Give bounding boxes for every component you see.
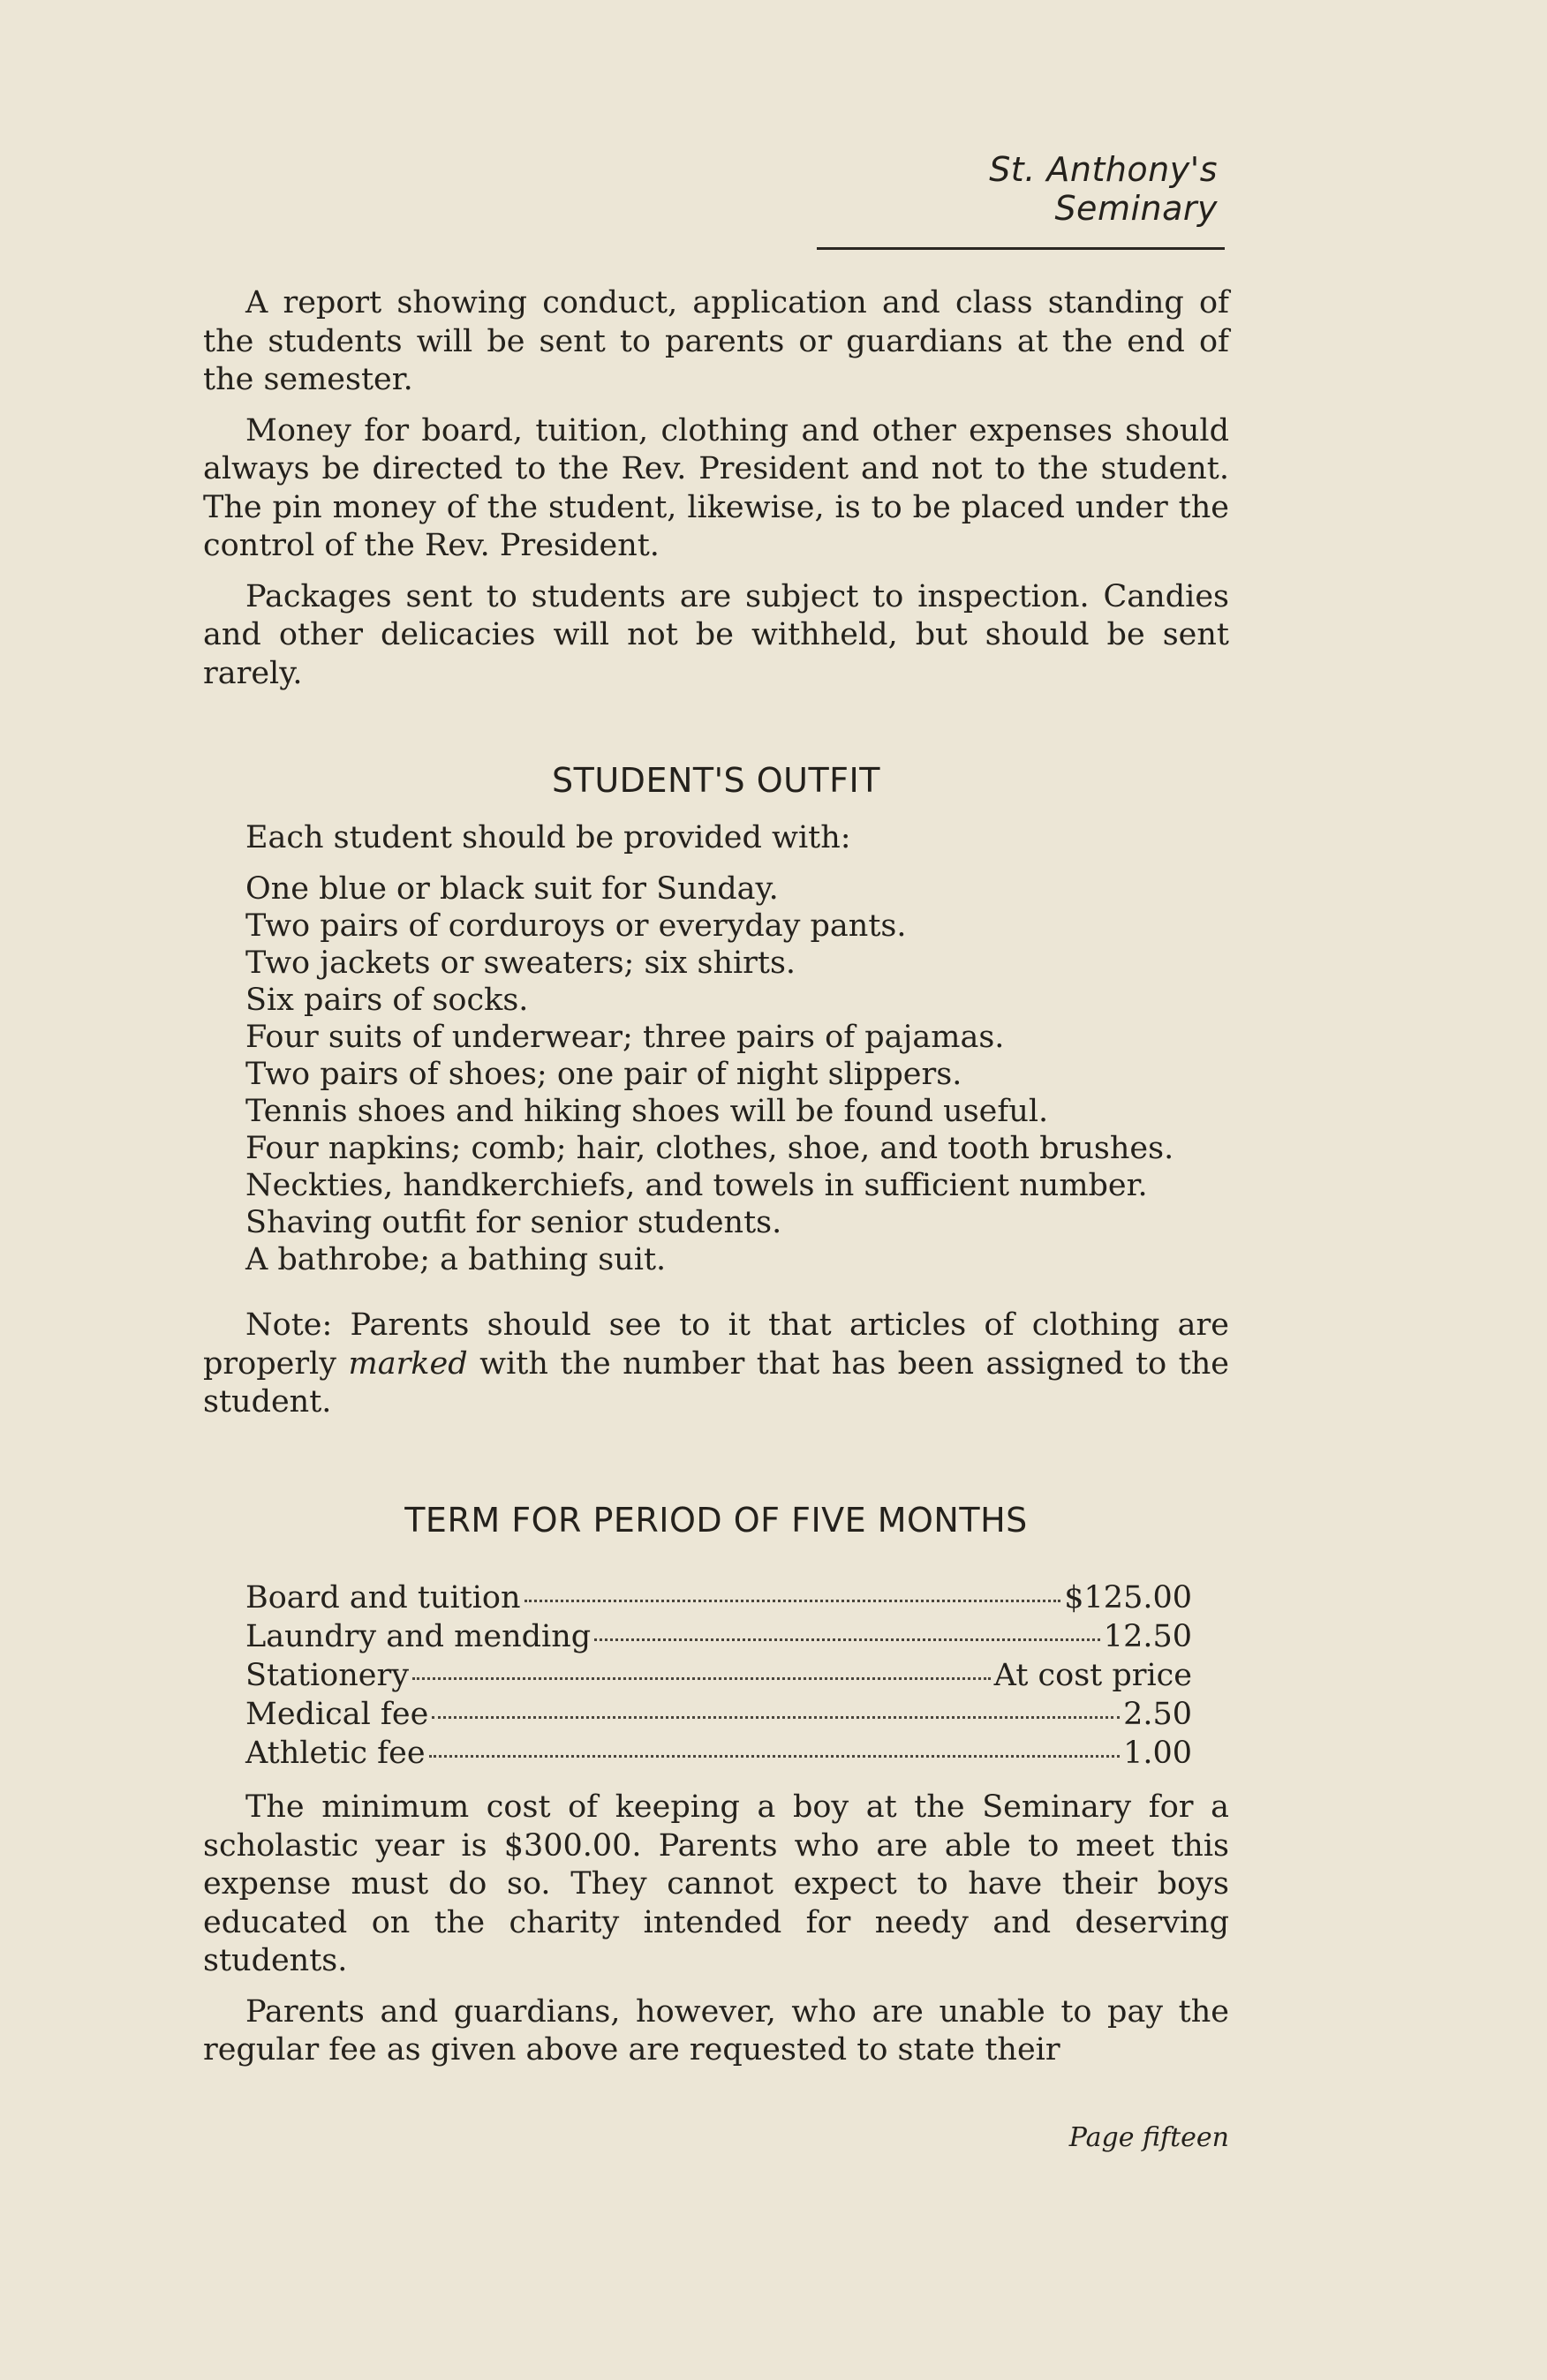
list-item: One blue or black suit for Sunday.	[245, 871, 779, 907]
fee-table	[245, 1578, 1192, 1773]
fee-label: Athletic fee	[245, 1736, 426, 1771]
dot-leader	[412, 1677, 991, 1680]
list-item: Two pairs of shoes; one pair of night slippers.	[245, 1057, 962, 1092]
outfit-section	[245, 819, 1229, 1278]
header-title: St. Anthony's Seminary	[989, 150, 1218, 228]
note-emphasis: marked	[348, 1345, 468, 1382]
fee-label: Laundry and mending	[245, 1619, 592, 1654]
term-heading: TERM FOR PERIOD OF FIVE MONTHS	[404, 1501, 1028, 1540]
list-item: Two pairs of corduroys or everyday pants.	[245, 908, 907, 944]
fee-value: At cost price	[993, 1658, 1192, 1693]
paragraph-packages: Packages sent to students are subject to inspection. Candies and other delicacies will not be withheld, but should be sent rarely.	[203, 578, 1229, 691]
list-item: Tennis shoes and hiking shoes will be found useful.	[245, 1094, 1049, 1129]
closing-section	[203, 1789, 1229, 2082]
note-text-after: with the number that has been assigned to the student.	[203, 1345, 1229, 1420]
fee-value: $125.00	[1064, 1580, 1192, 1616]
fee-label: Medical fee	[245, 1697, 429, 1732]
fee-value: 2.50	[1123, 1697, 1192, 1732]
paragraph-report: A report showing conduct, application and class standing of the students will be sent to parents or guardians at the end of the semester.	[203, 285, 1229, 397]
list-item: Neckties, handkerchiefs, and towels in sufficient number.	[245, 1168, 1148, 1203]
header-rule	[817, 247, 1225, 250]
outfit-lead: Each student should be provided with:	[245, 820, 851, 855]
paragraph-money: Money for board, tuition, clothing and other expenses should always be directed to the Rev. President and not to the student. The pin money of the student, likewise, is to be placed under the control of the Rev. President.	[203, 412, 1229, 563]
page-number: Page fifteen	[1068, 2122, 1229, 2153]
note-text-before: Note: Parents should see to it that articles of clothing are properly	[203, 1307, 1229, 1382]
fee-row	[245, 1578, 1192, 1617]
fee-value: 12.50	[1103, 1619, 1192, 1654]
note-section	[203, 1307, 1229, 1435]
fee-label: Stationery	[245, 1658, 409, 1693]
fee-value: 1.00	[1123, 1736, 1192, 1771]
outfit-heading: STUDENT'S OUTFIT	[552, 761, 880, 800]
list-item: Six pairs of socks.	[245, 983, 529, 1018]
dot-leader	[429, 1755, 1121, 1758]
intro-section	[203, 284, 1229, 705]
paragraph-minimum-cost: The minimum cost of keeping a boy at the Seminary for a scholastic year is $300.00. Parents who are able to meet this expense must do so. They cannot expect to have their boys educated on the charity intended for needy and deserving students.	[203, 1789, 1229, 1978]
dot-leader	[524, 1600, 1061, 1602]
running-header	[817, 150, 1225, 250]
list-item: Four napkins; comb; hair, clothes, shoe, and tooth brushes.	[245, 1131, 1174, 1166]
list-item: Four suits of underwear; three pairs of pajamas.	[245, 1020, 1005, 1055]
note-paragraph	[203, 1307, 1229, 1422]
list-item: Two jackets or sweaters; six shirts.	[245, 945, 796, 981]
fee-row	[245, 1656, 1192, 1695]
fee-row	[245, 1695, 1192, 1734]
fee-label: Board and tuition	[245, 1580, 521, 1616]
dot-leader	[432, 1716, 1120, 1719]
list-item: Shaving outfit for senior students.	[245, 1205, 782, 1240]
fee-row	[245, 1734, 1192, 1773]
outfit-list	[245, 870, 1229, 1278]
list-item: A bathrobe; a bathing suit.	[245, 1242, 667, 1277]
dot-leader	[594, 1638, 1100, 1641]
paragraph-unable-to-pay: Parents and guardians, however, who are unable to pay the regular fee as given above are requested to state their	[203, 1993, 1229, 2067]
fee-row	[245, 1617, 1192, 1656]
